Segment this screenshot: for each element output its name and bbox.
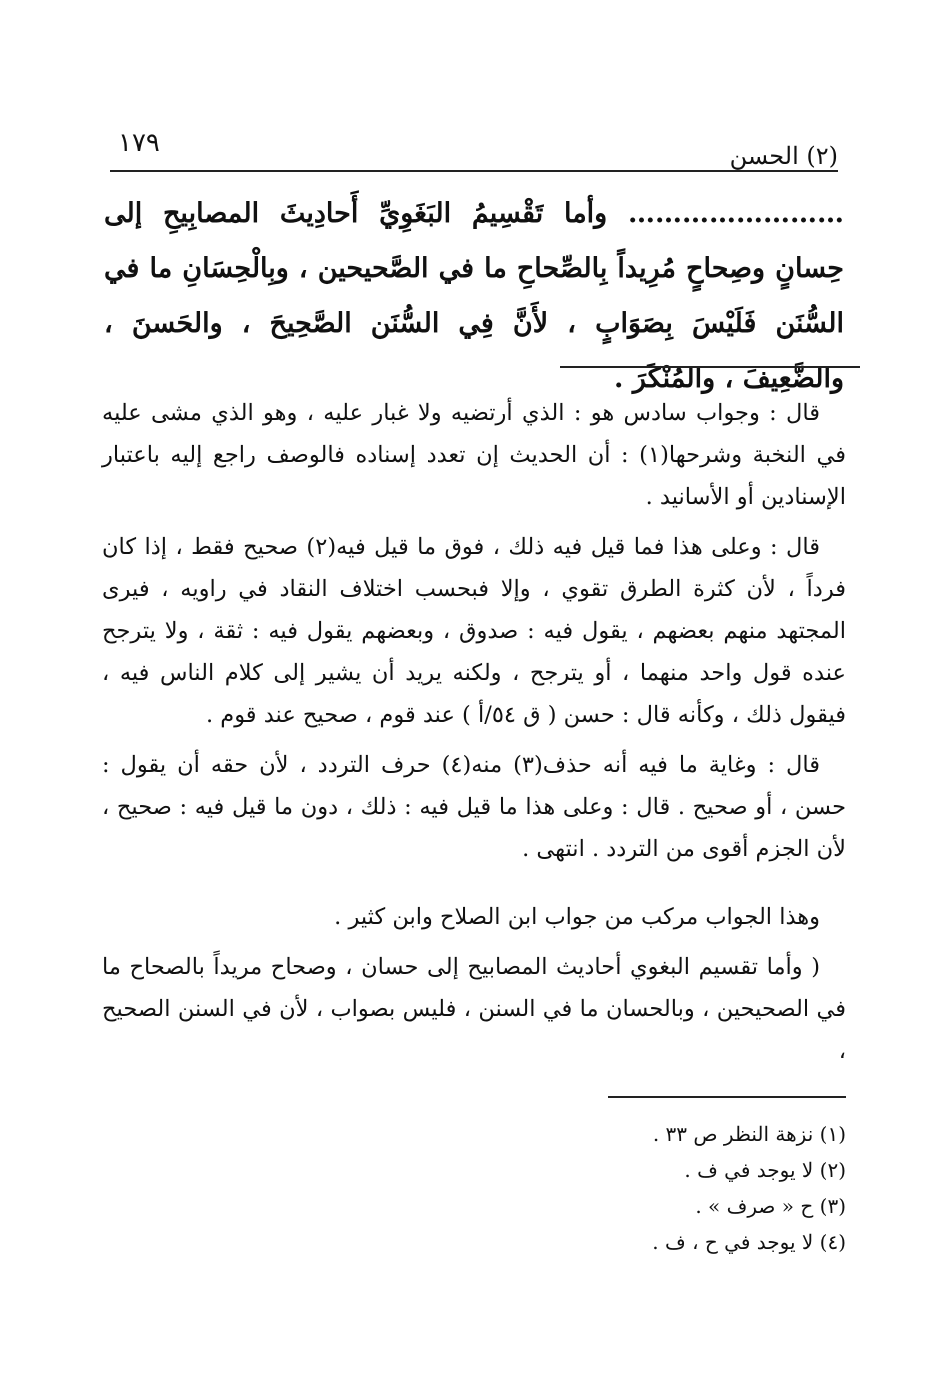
footnote-3: (٣) ح « صرف » . — [695, 1194, 846, 1218]
matn-text: …………………… وأما تَقْسِيمُ البَغَوِيِّ أَحادِيثَ المصابِيحِ إلى حِسانٍ وصِحاحٍ مُرِيداً بِالصِّحاحِ ما في الصَّحيحين ، وبِالْحِسَانِ ما في السُّنَن فَلَيْسَ بِصَوَابٍ ، لأَنَّ فِي السُّنَن الصَّحِيحَ ، والحَسنَ ، والضَّعِيفَ ، والمُنْكَرَ . — [104, 198, 844, 394]
commentary-paragraph-5: ( وأما تقسيم البغوي أحاديث المصابيح إلى حسان ، وصحاح مريداً بالصحاح ما في الصحيحين ، وبالحسان ما في السنن ، فليس بصواب ، لأن في السنن الصحيح ، — [102, 954, 846, 1064]
commentary-paragraph-4: وهذا الجواب مركب من جواب ابن الصلاح وابن كثير . — [334, 904, 820, 930]
commentary — [102, 392, 846, 1080]
footnote-rule — [608, 1096, 846, 1098]
footnotes — [560, 1116, 846, 1260]
matn-separator-rule — [560, 366, 860, 368]
footnote-4: (٤) لا يوجد في ح ، ف . — [652, 1230, 846, 1254]
commentary-paragraph-2: قال : وعلى هذا فما قيل فيه ذلك ، فوق ما قيل فيه(٢) صحيح فقط ، إذا كان فرداً ، لأن كثرة الطرق تقوي ، وإلا فبحسب اختلاف النقاد في راويه ، فيرى المجتهد منهم بعضهم ، يقول فيه : صدوق ، وبعضهم يقول فيه : ثقة ، ولا يترجح عنده قول واحد منهما ، أو يترجح ، ولكنه يريد أن يشير إلى كلام الناس فيه ، فيقول ذلك ، وكأنه قال : حسن ( ق ٥٤/أ ) عند قوم ، صحيح عند قوم . — [102, 534, 846, 728]
footnote-2: (٢) لا يوجد في ف . — [684, 1158, 846, 1182]
commentary-paragraph-3: قال : وغاية ما فيه أنه حذف(٣) منه(٤) حرف التردد ، لأن حقه أن يقول : حسن ، أو صحيح . قال : وعلى هذا ما قيل فيه : ذلك ، دون ما قيل فيه : صحيح ، لأن الجزم أقوى من التردد . انتهى . — [102, 752, 846, 862]
commentary-paragraph-1: قال : وجواب سادس هو : الذي أرتضيه ولا غبار عليه ، وهو الذي مشى عليه في النخبة وشرحها(١) : أن الحديث إن تعدد إسناده فالوصف راجع إليه باعتبار الإسنادين أو الأسانيد . — [102, 400, 846, 510]
page-number: ١٧٩ — [118, 128, 160, 158]
chapter-title: (٢) الحسن — [729, 142, 838, 170]
header-rule — [110, 170, 838, 172]
footnote-1: (١) نزهة النظر ص ٣٣ . — [652, 1122, 846, 1146]
running-header — [110, 118, 838, 172]
